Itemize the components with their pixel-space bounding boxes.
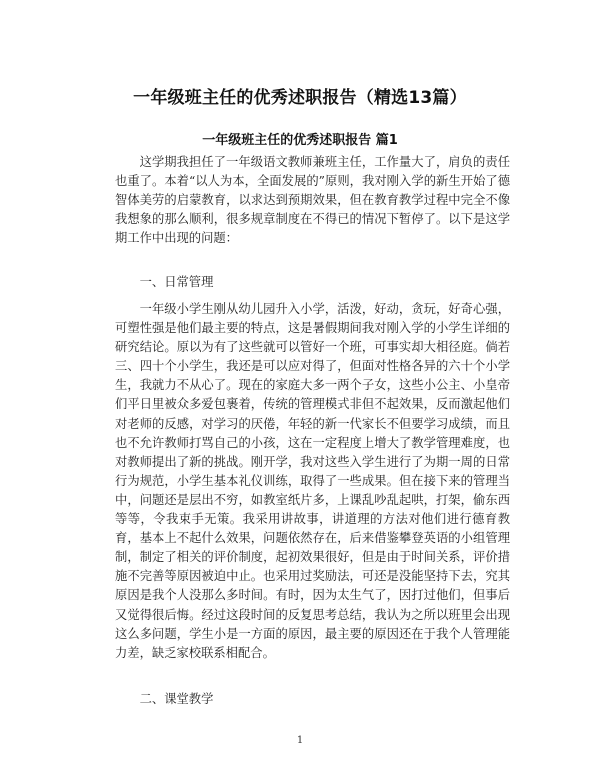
- section-subtitle: 一年级班主任的优秀述职报告 篇1: [202, 133, 398, 148]
- daily-management-paragraph: [115, 300, 510, 663]
- section-heading-classroom-teaching: 二、课堂教学: [139, 692, 214, 706]
- paragraph-text: 这学期我担任了一年级语文教师兼班主任，工作量大了，肩负的责任也重了。本着“以人为本，全面发展的”原则，我对刚入学的新生开始了德智体美劳的启蒙教育，以求达到预期效果，但在教育教学过程中完全不像我想象的那么顺利，很多规章制度在不得已的情况下暂停了。以下是这学期工作中出现的问题：: [115, 155, 510, 246]
- paragraph-text: 一年级小学生刚从幼儿园升入小学，活泼，好动，贪玩，好奇心强，可塑性强是他们最主要的特点，这是暑假期间我对刚入学的小学生详细的研究结论。原以为有了这些就可以管好一个班，可事实却大相径庭。倘若三、四十个小学生，我还是可以应对得了，但面对性格各异的六十个小学生，我就力不从心了。现在的家庭大多一两个子女，这些小公主、小皇帝们平日里被众多爱包裹着，传统的管理模式非但不起效果，反而激起他们对老师的反感，对学习的厌倦，年轻的新一代家长不但要学习成绩，而且也不允许教师打骂自己的小孩，这在一定程度上增大了教学管理难度，也对教师提出了新的挑战。刚开学，我对这些入学生进行了为期一周的日常行为规范，小学生基本礼仪训练，取得了一些成果。但在接下来的管理当中，问题还是层出不穷，如教室纸片多，上课乱吵乱起哄，打架，偷东西等等，令我束手无策。我采用讲故事，讲道理的方法对他们进行德育教育，基本上不起什么效果，问题依然存在，后来借鉴攀登英语的小组管理制，制定了相关的评价制度，起初效果很好，但是由于时间关系，评价措施不完善等原因被迫中止。也采用过奖励法，可还是没能坚持下去，究其原因是我个人没那么多时间。有时，因为太生气了，因打过他们，但事后又觉得很后悔。经过这段时间的反复思考总结，我认为之所以班里会出现这么多问题，学生小是一方面的原因，最主要的原因还在于我个人管理能力差，缺乏家校联系相配合。: [115, 302, 510, 660]
- section-heading-daily-management: 一、日常管理: [139, 275, 214, 289]
- intro-paragraph: [115, 153, 510, 248]
- document-title: 一年级班主任的优秀述职报告（精选13篇）: [133, 88, 467, 108]
- page-number: 1: [296, 735, 304, 746]
